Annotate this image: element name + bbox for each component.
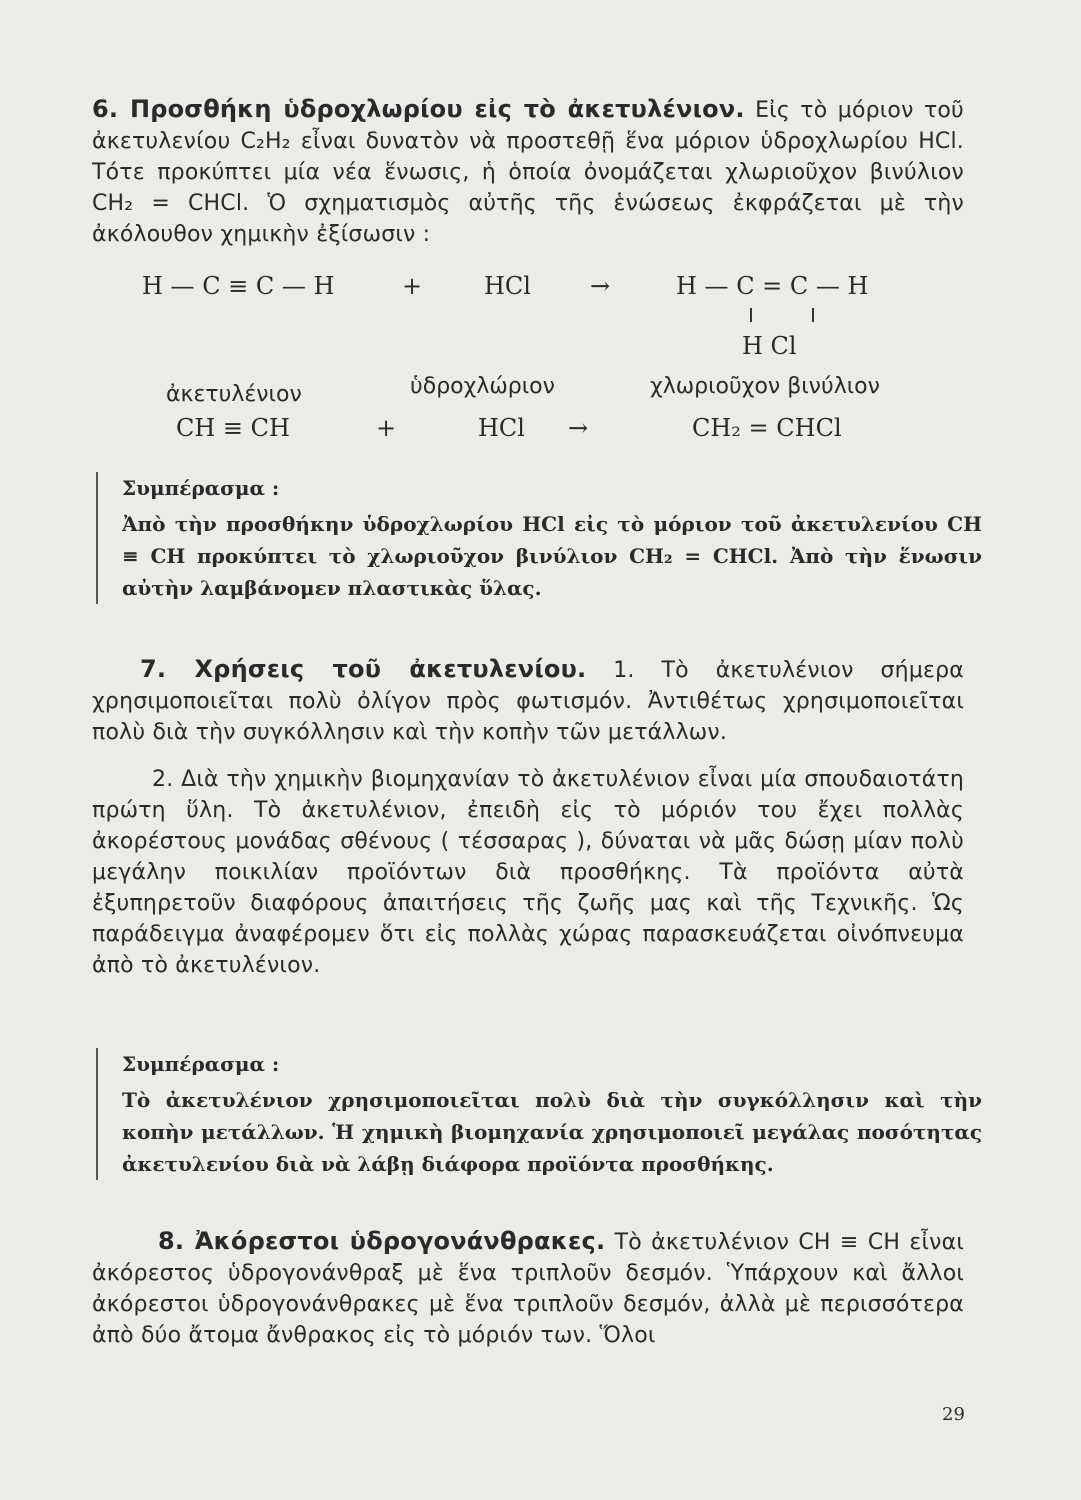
label-vinyl-chloride: χλωριοῦχον βινύλιον <box>650 374 880 399</box>
section-7-paragraph-1 <box>92 654 964 748</box>
equation-product-substituents: H Cl <box>742 332 797 360</box>
section-7-text-1: 1. Τὸ ἀκετυλένιον σήμερα χρησιμοποιεῖται πολὺ ὀλίγον πρὸς φωτισμόν. Ἀντιθέτως χρησιμοποιεῖται πολὺ διὰ τὴν συγκόλλησιν καὶ τὴν κοπὴν τῶν μετάλλων. <box>92 658 964 745</box>
equation-plus: + <box>402 272 423 300</box>
section-8-text: Τὸ ἀκετυλένιον CH ≡ CH εἶναι ἀκόρεστος ὑδρογονάνθραξ μὲ ἕνα τριπλοῦν δεσμόν. Ὑπάρχουν καὶ ἄλλοι ἀκόρεστοι ὑδρογονάνθρακες μὲ ἕνα τριπλοῦν δεσμόν, ἀλλὰ μὲ περισσότερα ἀπὸ δύο ἄτομα ἄνθρακος εἰς τὸ μόριόν των. Ὅλοι <box>92 1230 964 1348</box>
label-acetylene: ἀκετυλένιον <box>166 382 302 407</box>
equation2-left: CH ≡ CH <box>176 414 290 442</box>
bond-line-h <box>750 308 752 322</box>
equation2-arrow: → <box>568 414 589 442</box>
section-6-paragraph <box>92 94 964 250</box>
equation-product: H — C = C — H <box>676 272 869 300</box>
section-8-paragraph <box>92 1226 964 1351</box>
summary-1-text: Ἀπὸ τὴν προσθήκην ὑδροχλωρίου HCl εἰς τὸ μόριον τοῦ ἀκετυλενίου CH ≡ CH προκύπτει τὸ χλωριοῦχον βινύλιον CH₂ = CHCl. Ἀπὸ τὴν ἕνωσιν αὐτὴν λαμβάνομεν πλαστικὰς ὕλας. <box>122 512 982 600</box>
section-6-text: Εἰς τὸ μόριον τοῦ ἀκετυλενίου C₂H₂ εἶναι δυνατὸν νὰ προστεθῇ ἕνα μόριον ὑδροχλωρίου HCl. Τότε προκύπτει μία νέα ἕνωσις, ἡ ὁποία ὀνομάζεται χλωριοῦχον βινύλιον CH₂ = CHCl. Ὁ σχηματισμὸς αὐτῆς τῆς ἑνώσεως ἐκφράζεται μὲ τὴν ἀκόλουθον χημικὴν ἐξίσωσιν : <box>92 98 964 247</box>
label-hydrochloride: ὑδροχλώριον <box>410 374 555 399</box>
summary-box-2 <box>96 1048 982 1180</box>
equation-arrow: → <box>590 272 611 300</box>
summary-2-title: Συμπέρασμα : <box>122 1052 280 1076</box>
equation2-reagent: HCl <box>478 414 525 442</box>
equation2-product: CH₂ = CHCl <box>692 414 842 442</box>
section-7-paragraph-2: 2. Διὰ τὴν χημικὴν βιομηχανίαν τὸ ἀκετυλένιον εἶναι μία σπουδαιοτάτη πρώτη ὕλη. Τὸ ἀκετυλένιον, ἐπειδὴ εἰς τὸ μόριόν του ἔχει πολλὰς ἀκορέστους μονάδας σθένους ( τέσσαρας ), δύναται νὰ μᾶς δώσῃ μίαν πολὺ μεγάλην ποικιλίαν προϊόντων διὰ προσθήκης. Τὰ προϊόντα αὐτὰ ἐξυπηρετοῦν διαφόρους ἀπαιτήσεις τῆς ζωῆς μας καὶ τῆς Τεχνικῆς. Ὡς παράδειγμα ἀναφέρομεν ὅτι εἰς πολλὰς χώρας παρασκευάζεται οἰνόπνευμα ἀπὸ τὸ ἀκετυλένιον. <box>92 767 964 978</box>
section-7-heading: 7. Χρήσεις τοῦ ἀκετυλενίου. <box>140 655 587 683</box>
section-6-heading: 6. Προσθήκη ὑδροχλωρίου εἰς τὸ ἀκετυλένιον. <box>92 95 745 123</box>
equation2-plus: + <box>376 414 397 442</box>
bond-line-cl <box>812 308 814 322</box>
equation-reagent: HCl <box>484 272 531 300</box>
equation-left: H — C ≡ C — H <box>142 272 335 300</box>
summary-box-1 <box>96 472 982 604</box>
summary-2-text: Τὸ ἀκετυλένιον χρησιμοποιεῖται πολὺ διὰ τὴν συγκόλλησιν καὶ τὴν κοπὴν μετάλλων. Ἡ χημικὴ βιομηχανία χρησιμοποιεῖ μεγάλας ποσότητας ἀκετυλενίου διὰ νὰ λάβῃ διάφορα προϊόντα προσθήκης. <box>122 1088 982 1176</box>
page-number: 29 <box>942 1404 965 1425</box>
summary-1-title: Συμπέρασμα : <box>122 476 280 500</box>
section-8-heading: 8. Ἀκόρεστοι ὑδρογονάνθρακες. <box>158 1227 606 1255</box>
